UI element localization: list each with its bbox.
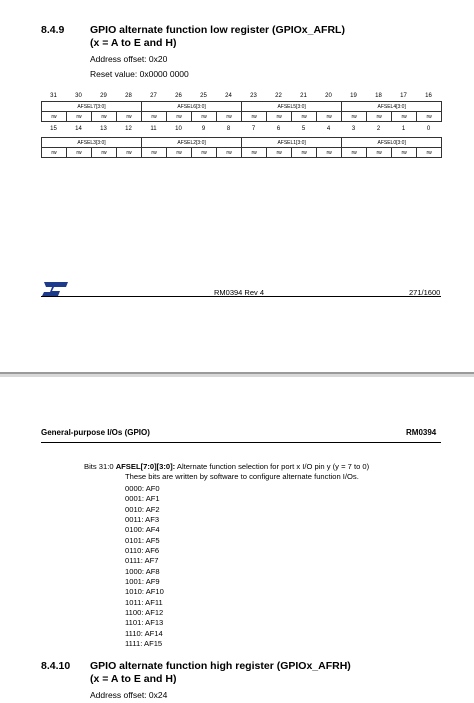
access-cell: rw	[367, 112, 392, 122]
bit-number: 15	[50, 126, 57, 132]
access-cell: rw	[217, 148, 242, 158]
section-title-line2: (x = A to E and H)	[90, 37, 177, 49]
bit-number: 29	[100, 93, 107, 99]
field-cell: AFSEL2[3:0]	[142, 138, 242, 148]
upper-bit-numbers	[41, 93, 441, 99]
bit-number: 13	[100, 126, 107, 132]
field-cell: AFSEL3[3:0]	[42, 138, 142, 148]
section-number: 8.4.9	[41, 24, 65, 36]
st-logo-icon	[41, 281, 69, 297]
list-item: 1010: AF10	[125, 587, 164, 597]
bit-number: 6	[276, 126, 281, 132]
access-cell: rw	[292, 148, 317, 158]
bit-number: 24	[225, 93, 232, 99]
access-cell: rw	[292, 112, 317, 122]
bit-number: 25	[200, 93, 207, 99]
access-cell: rw	[167, 112, 192, 122]
bit-number: 22	[275, 93, 282, 99]
access-cell: rw	[317, 112, 342, 122]
section-title-2-line2: (x = A to E and H)	[90, 673, 177, 685]
bit-number: 27	[150, 93, 157, 99]
st-logo	[41, 281, 69, 300]
list-item: 0010: AF2	[125, 504, 160, 514]
access-cell: rw	[417, 148, 442, 158]
access-cell: rw	[417, 112, 442, 122]
list-item: 1100: AF12	[125, 608, 164, 618]
bits-description	[84, 462, 444, 472]
section-title-line1: GPIO alternate function low register (GPIOx_AFRL)	[90, 24, 345, 36]
list-item: 1111: AF15	[125, 639, 163, 649]
access-cell: rw	[217, 112, 242, 122]
bit-number: 16	[425, 93, 432, 99]
bit-number: 1	[401, 126, 406, 132]
register-lower-table	[41, 137, 442, 158]
access-cell: rw	[267, 148, 292, 158]
access-cell: rw	[367, 148, 392, 158]
bit-number: 9	[201, 126, 206, 132]
page-header-left: General-purpose I/Os (GPIO)	[41, 428, 150, 437]
access-cell: rw	[42, 112, 67, 122]
section-title	[90, 24, 345, 50]
access-cell: rw	[92, 112, 117, 122]
bit-number: 28	[125, 93, 132, 99]
page-separator-shadow	[0, 374, 474, 377]
bit-number: 8	[226, 126, 231, 132]
access-cell: rw	[242, 112, 267, 122]
bit-number: 19	[350, 93, 357, 99]
bit-number: 10	[175, 126, 182, 132]
section-title-2	[90, 660, 351, 686]
bits-prefix: Bits 31:0	[84, 462, 114, 471]
bit-number: 14	[75, 126, 82, 132]
footer-page: 271/1600	[409, 288, 441, 297]
bit-number: 4	[326, 126, 331, 132]
bit-number: 17	[400, 93, 407, 99]
bit-number: 5	[301, 126, 306, 132]
list-item: 0111: AF7	[125, 556, 159, 566]
access-cell: rw	[167, 148, 192, 158]
field-name: AFSEL[7:0][3:0]:	[115, 462, 176, 471]
list-item: 1101: AF13	[125, 618, 164, 628]
field-cell: AFSEL1[3:0]	[242, 138, 342, 148]
access-cell: rw	[92, 148, 117, 158]
access-cell: rw	[267, 112, 292, 122]
access-cell: rw	[192, 112, 217, 122]
access-cell: rw	[67, 148, 92, 158]
header-rule	[41, 442, 441, 443]
access-cell: rw	[117, 112, 142, 122]
list-item: 1001: AF9	[125, 577, 160, 587]
address-offset: Address offset: 0x20	[90, 54, 168, 64]
lower-bit-numbers	[41, 126, 441, 132]
field-cell: AFSEL6[3:0]	[142, 102, 242, 112]
bit-number: 26	[175, 93, 182, 99]
list-item: 1110: AF14	[125, 628, 163, 638]
access-cell: rw	[142, 112, 167, 122]
access-cell: rw	[342, 148, 367, 158]
af-list	[125, 484, 164, 650]
field-description-2: These bits are written by software to configure alternate function I/Os.	[125, 472, 359, 481]
access-cell: rw	[192, 148, 217, 158]
access-cell: rw	[142, 148, 167, 158]
field-cell: AFSEL4[3:0]	[342, 102, 442, 112]
bit-number: 30	[75, 93, 82, 99]
field-description: Alternate function selection for port x I/O pin y (y = 7 to 0)	[176, 462, 370, 471]
access-cell: rw	[392, 148, 417, 158]
list-item: 0000: AF0	[125, 484, 160, 493]
section-title-2-line1: GPIO alternate function high register (GPIOx_AFRH)	[90, 660, 351, 672]
section-number-2: 8.4.10	[41, 660, 71, 672]
list-item: 0110: AF6	[125, 546, 160, 556]
bit-number: 2	[376, 126, 381, 132]
field-cell: AFSEL5[3:0]	[242, 102, 342, 112]
bit-number: 12	[125, 126, 132, 132]
access-cell: rw	[317, 148, 342, 158]
register-upper-table	[41, 101, 442, 122]
access-cell: rw	[42, 148, 67, 158]
bit-number: 7	[251, 126, 256, 132]
bit-number: 23	[250, 93, 257, 99]
access-cell: rw	[242, 148, 267, 158]
list-item: 0011: AF3	[125, 515, 160, 525]
access-cell: rw	[67, 112, 92, 122]
bit-number: 0	[426, 126, 431, 132]
page-header-right: RM0394	[406, 428, 437, 437]
list-item: 0101: AF5	[125, 535, 160, 545]
footer-doc: RM0394 Rev 4	[214, 288, 265, 297]
list-item: 1011: AF11	[125, 597, 163, 607]
bit-number: 18	[375, 93, 382, 99]
bit-number: 11	[150, 126, 157, 132]
bit-number: 3	[351, 126, 356, 132]
bit-number: 21	[300, 93, 307, 99]
access-cell: rw	[392, 112, 417, 122]
field-cell: AFSEL0[3:0]	[342, 138, 442, 148]
bit-number: 31	[50, 93, 57, 99]
access-cell: rw	[342, 112, 367, 122]
reset-value: Reset value: 0x0000 0000	[90, 69, 189, 79]
access-cell: rw	[117, 148, 142, 158]
list-item: 0001: AF1	[125, 494, 160, 504]
address-offset-2: Address offset: 0x24	[90, 690, 168, 700]
bit-number: 20	[325, 93, 332, 99]
list-item: 0100: AF4	[125, 525, 160, 535]
list-item: 1000: AF8	[125, 566, 160, 576]
field-cell: AFSEL7[3:0]	[42, 102, 142, 112]
